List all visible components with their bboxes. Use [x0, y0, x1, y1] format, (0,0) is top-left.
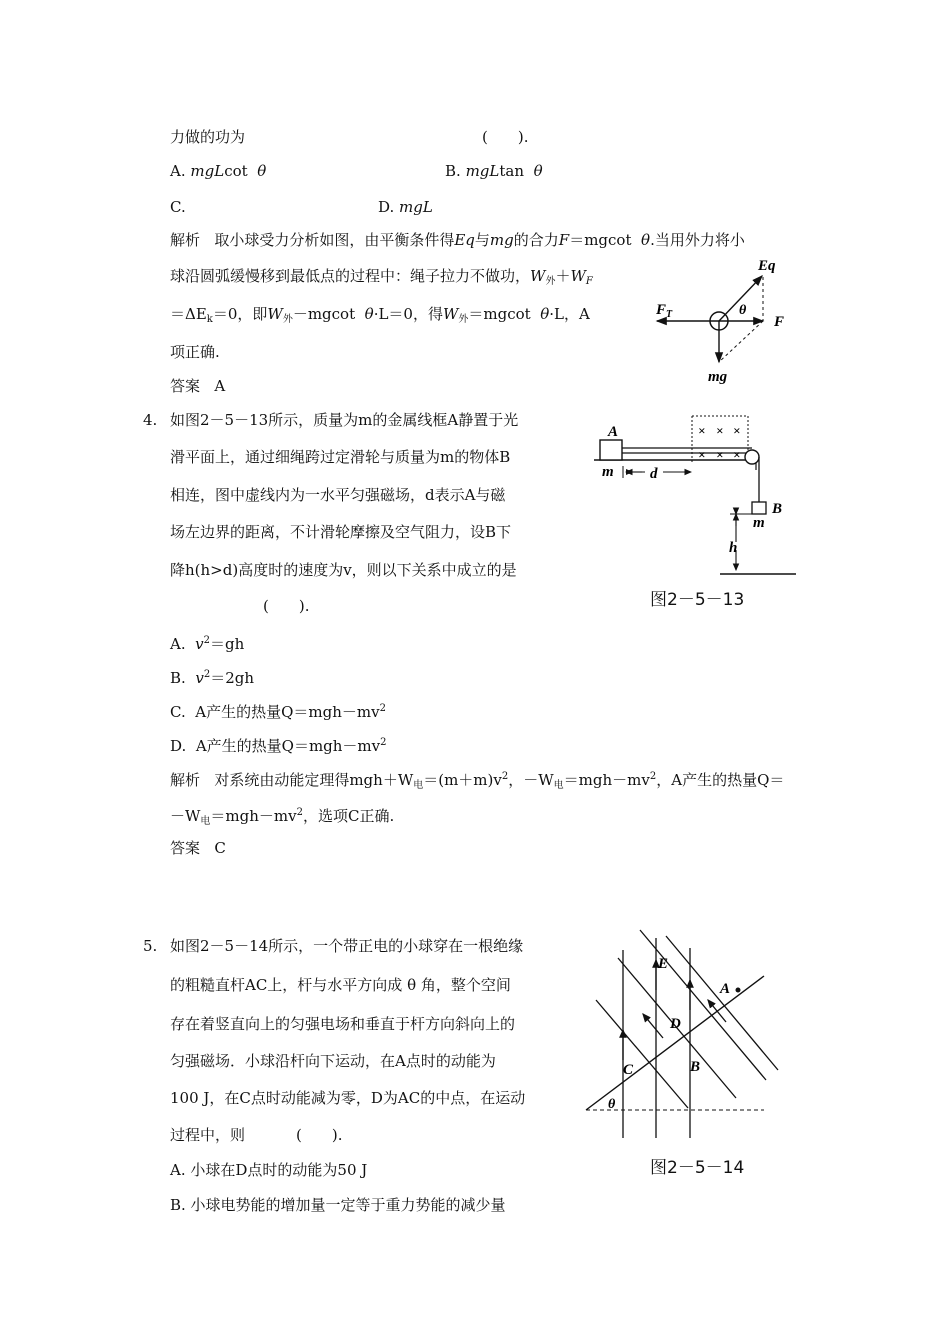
label-theta: θ [739, 303, 747, 318]
q4-line5: 降h(h>d)高度时的速度为v，则以下关系中成立的是 [170, 561, 517, 579]
label-b: B [690, 1059, 701, 1075]
q5-line1: 如图2－5－14所示，一个带正电的小球穿在一根绝缘 [170, 937, 524, 955]
q3-stem-end: 力做的功为 [170, 128, 246, 146]
label-ft: $F_T$ [656, 302, 673, 320]
q5-option-a: A. 小球在D点时的动能为50 J [170, 1161, 368, 1179]
point-a-dot [736, 988, 741, 993]
label-m-b: m [753, 515, 765, 531]
q3-analysis-line2: 球沿圆弧缓慢移到最低点的过程中：绳子拉力不做功，$W_外+W_F$ [170, 267, 593, 287]
q4-analysis-line1: 解析 对系统由动能定理得$mgh+W_电=(m+m)v^2$，$-W_电=mgh-mv^2$，A产生的热量Q＝ [170, 771, 785, 791]
q3-analysis-line3: $=\Delta E_k=0$，即$W_外-mgcot$ θ·L＝0，得$W_外=mgcot$ θ·L，A [170, 305, 590, 325]
q3-force-diagram [650, 250, 800, 390]
label-c: C [623, 1062, 634, 1078]
label-mg: mg [708, 369, 728, 385]
field-x: × [716, 423, 724, 438]
field-x: × [716, 447, 724, 462]
label-h: h [729, 540, 738, 556]
q4-number: 4. [143, 411, 158, 429]
label-b: B [772, 501, 783, 517]
q4-figure [590, 410, 800, 580]
frame-a [600, 440, 622, 460]
q5-answer-paren: ( ). [296, 1126, 343, 1144]
label-theta: θ [608, 1097, 616, 1112]
q4-line3: 相连，图中虚线内为一水平匀强磁场，d表示A与磁 [170, 486, 506, 504]
q3-analysis-line1: 解析 取小球受力分析如图，由平衡条件得Eq与mg的合力F＝mgcot θ.当用外力将小 [170, 231, 745, 249]
q5-line2: 的粗糙直杆AC上，杆与水平方向成 θ 角，整个空间 [170, 976, 511, 994]
q5-figure-caption: 图2－5－14 [650, 1158, 745, 1178]
label-eq: Eq [758, 258, 776, 274]
field-x: × [733, 423, 741, 438]
label-a: A [720, 981, 731, 997]
q4-option-a: A. $v^2=gh$ [170, 635, 245, 653]
q4-answer: 答案 C [170, 839, 226, 857]
label-d: d [650, 466, 658, 482]
q3-option-c: C. [170, 198, 186, 216]
q5-line3: 存在着竖直向上的匀强电场和垂直于杆方向斜向上的 [170, 1015, 516, 1033]
block-b [752, 502, 766, 514]
q3-answer: 答案 A [170, 377, 226, 395]
q5-line4: 匀强磁场．小球沿杆向下运动，在A点时的动能为 [170, 1052, 496, 1070]
b-field-line [666, 936, 778, 1070]
q4-line1: 如图2－5－13所示，质量为m的金属线框A静置于光 [170, 411, 519, 429]
q4-option-c: C. A产生的热量$Q=mgh-mv^2$ [170, 703, 386, 721]
q5-line6: 过程中，则 [170, 1126, 246, 1144]
label-f: F [774, 314, 785, 330]
q5-option-b: B. 小球电势能的增加量一定等于重力势能的减少量 [170, 1196, 506, 1214]
q4-option-d: D. A产生的热量$Q=mgh-mv^2$ [170, 737, 387, 755]
q4-option-b: B. $v^2=2gh$ [170, 669, 255, 687]
label-a: A [608, 424, 619, 440]
q4-analysis-line2: $-W_电=mgh-mv^2$，选项C正确. [170, 807, 395, 827]
q3-option-b: B. mgLtan θ [445, 162, 543, 180]
q5-number: 5. [143, 937, 158, 955]
label-m-a: m [602, 464, 614, 480]
q4-line4: 场左边界的距离，不计滑轮摩擦及空气阻力，设B下 [170, 523, 512, 541]
q4-answer-paren: ( ). [263, 597, 310, 615]
q3-answer-paren: ( ). [482, 128, 529, 146]
q5-line5: 100 J，在C点时动能减为零，D为AC的中点，在运动 [170, 1089, 526, 1107]
pulley [745, 450, 759, 464]
q3-option-d: D. mgL [378, 198, 433, 216]
b-field-line [640, 930, 766, 1080]
label-d: D [670, 1016, 681, 1032]
field-x: × [733, 447, 741, 462]
q3-option-a: A. mgLcot θ [170, 162, 267, 180]
label-e: E [658, 956, 669, 972]
q4-line2: 滑平面上，通过细绳跨过定滑轮与质量为m的物体B [170, 448, 511, 466]
q4-figure-caption: 图2－5－13 [650, 590, 745, 610]
q5-figure [578, 930, 778, 1145]
field-x: × [698, 447, 706, 462]
rod-ac [586, 976, 764, 1110]
field-x: × [698, 423, 706, 438]
q3-analysis-line4: 项正确. [170, 343, 220, 361]
